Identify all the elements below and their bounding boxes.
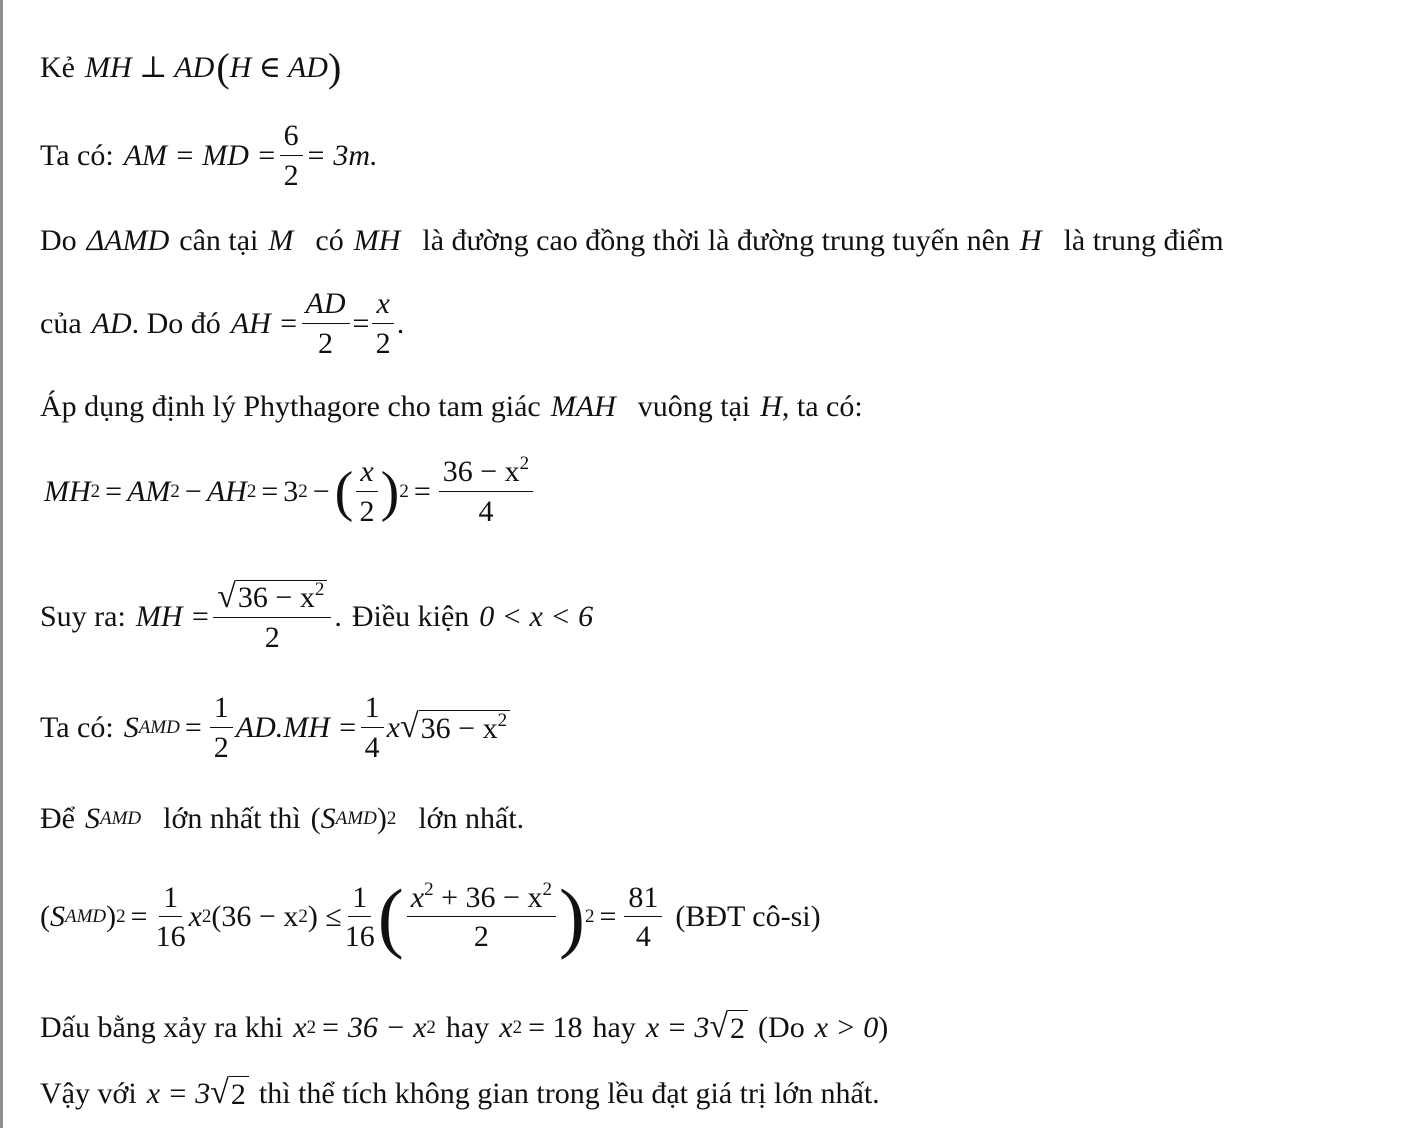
sqrt: √ 2 bbox=[210, 1076, 249, 1112]
fraction: $\frac{x^2 + 36 - x^2}{2}$ bbox=[407, 882, 556, 953]
math-expr: x bbox=[293, 1011, 307, 1044]
big-paren: ) bbox=[558, 873, 585, 960]
text: . bbox=[334, 599, 342, 633]
text: lớn nhất thì bbox=[163, 802, 301, 835]
text: của bbox=[40, 306, 82, 340]
equals: = bbox=[352, 306, 370, 340]
text: hay bbox=[445, 1011, 490, 1044]
math-expr: x bbox=[188, 900, 202, 933]
text: là trung điểm bbox=[1063, 224, 1224, 257]
big-paren: ( bbox=[377, 873, 404, 960]
equals: = bbox=[184, 710, 202, 744]
fraction: $\frac{1}{2}$ bbox=[210, 692, 233, 763]
fraction: $\frac{6}{2}$ bbox=[280, 120, 303, 191]
math-expr: S bbox=[84, 802, 100, 835]
math-expr: MAH bbox=[550, 390, 616, 423]
line-de-s-lon-nhat: Để S AMD lớn nhất thì ( S AMD ) 2 lớn nhất. bbox=[40, 802, 525, 835]
text: Ta có: bbox=[40, 138, 114, 172]
math-expr: AD bbox=[91, 306, 132, 340]
line-conclusion bbox=[40, 1076, 880, 1112]
text: Điều kiện bbox=[351, 599, 470, 633]
line-cosi: ( S AMD ) 2 = $\frac{1}{16}$ x 2 (36 − x 2 ) ≤ $\frac{1}{16}$ ( $\frac{x^2 + 36 - x^2}{2}$ ) 2 = $\frac{81}{4}$ (BĐT cô-si) bbox=[40, 873, 821, 960]
paren: ( bbox=[40, 900, 50, 933]
text: có bbox=[315, 224, 344, 257]
math-expr: x bbox=[499, 1011, 513, 1044]
math-expr: AH bbox=[206, 474, 247, 508]
math-expr: (36 − x bbox=[211, 900, 299, 933]
text: thì thể tích không gian trong lều đạt giá trị lớn nhất. bbox=[258, 1077, 880, 1110]
math-expr: x = 3 bbox=[146, 1077, 211, 1110]
math-expr: AD.MH = bbox=[235, 710, 358, 744]
line-ah bbox=[40, 288, 404, 359]
math-expr: AM = MD = bbox=[123, 138, 277, 172]
text: Do bbox=[40, 224, 77, 257]
math-expr: 0 < x < 6 bbox=[479, 599, 594, 633]
equals: = bbox=[261, 474, 279, 508]
text: Suy ra: bbox=[40, 599, 126, 633]
math-expr: H ∈ AD bbox=[229, 51, 328, 84]
fraction: $\frac{36 - x^2}{4}$ bbox=[439, 456, 533, 527]
paren: ) bbox=[327, 45, 342, 90]
math-expr: ΔAMD bbox=[86, 224, 170, 257]
text: (Do bbox=[758, 1011, 805, 1044]
text: là đường cao đồng thời là đường trung tuyến nên bbox=[422, 224, 1010, 257]
text: cân tại bbox=[179, 224, 259, 257]
equals: = bbox=[130, 900, 148, 933]
math-expr: x = 3 bbox=[645, 1011, 710, 1044]
sqrt: √ $36 - x^2$ bbox=[217, 580, 327, 614]
fraction: $\frac{x}{2}$ bbox=[356, 456, 377, 527]
paren: ( bbox=[216, 45, 230, 90]
math-expr: H bbox=[760, 390, 782, 423]
text: . Do đó bbox=[131, 306, 221, 340]
text: lớn nhất. bbox=[418, 802, 525, 835]
text: . bbox=[396, 306, 405, 340]
math-expr: M bbox=[268, 224, 294, 257]
equals: = bbox=[413, 474, 431, 508]
text: ) bbox=[878, 1011, 889, 1044]
equals: = bbox=[599, 900, 617, 933]
fraction: $\frac{1}{16}$ bbox=[344, 880, 375, 953]
math-expr: MH bbox=[44, 474, 91, 508]
paren: ( bbox=[310, 802, 321, 835]
line-area: Ta có: S AMD = $\frac{1}{2}$ AD.MH = $\frac{1}{4}$ x √ $36 - x^2$ bbox=[40, 692, 510, 763]
fraction: $\frac{81}{4}$ bbox=[624, 882, 662, 953]
math-expr: MH = bbox=[135, 599, 211, 633]
math-expr: S bbox=[123, 710, 139, 744]
text: Vậy với bbox=[40, 1077, 137, 1110]
fraction: $\frac{1}{4}$ bbox=[361, 692, 384, 763]
equals: = bbox=[105, 474, 123, 508]
math-expr: MH ⊥ AD bbox=[84, 51, 215, 84]
page-left-border bbox=[0, 0, 3, 1128]
math-expr: H bbox=[1019, 224, 1042, 257]
math-expr: x > 0 bbox=[814, 1011, 879, 1044]
text: Áp dụng định lý Phythagore cho tam giác bbox=[40, 390, 541, 423]
text: Ta có: bbox=[40, 710, 114, 744]
line-dau-bang: Dấu bằng xảy ra khi x 2 = 36 − x 2 hay x 2 = 18 hay x = 3 √ 2 (Do x > 0 ) bbox=[40, 1008, 889, 1045]
big-paren: ( bbox=[334, 460, 354, 523]
fraction: $\frac{x}{2}$ bbox=[372, 288, 393, 359]
math-expr: x bbox=[386, 710, 400, 744]
math-expr: = 18 bbox=[528, 1011, 583, 1044]
text: hay bbox=[592, 1011, 636, 1044]
minus: − bbox=[312, 474, 330, 508]
big-paren: ) bbox=[380, 460, 400, 523]
line-suy-ra bbox=[40, 580, 593, 654]
line-draw-perpendicular bbox=[40, 44, 341, 91]
text: Để bbox=[40, 802, 75, 835]
line-am-md bbox=[40, 120, 378, 191]
text: Kẻ bbox=[40, 50, 75, 84]
text: vuông tại bbox=[637, 390, 751, 423]
math-expr: = 3m. bbox=[305, 138, 378, 172]
text: (BĐT cô-si) bbox=[675, 900, 821, 933]
text: , ta có: bbox=[781, 390, 863, 423]
text: Dấu bằng xảy ra khi bbox=[40, 1011, 284, 1044]
math-expr: ) ≤ bbox=[307, 900, 342, 933]
fraction: √ $36 - x^2$ 2 bbox=[213, 580, 331, 654]
math-expr: AH = bbox=[230, 306, 299, 340]
math-expr: AM bbox=[127, 474, 171, 508]
fraction: $\frac{1}{16}$ bbox=[155, 880, 186, 953]
sqrt: √ $36 - x^2$ bbox=[400, 710, 510, 746]
math-expr: = 36 − x bbox=[320, 1011, 427, 1044]
number: 3 bbox=[283, 474, 299, 508]
fraction: $\frac{AD}{2}$ bbox=[302, 288, 350, 359]
line-mh-squared: MH 2 = AM 2 − AH 2 = 3 2 − ( $\frac{x}{2}$ ) 2 = $\frac{36 - x^2}{4}$ bbox=[44, 456, 536, 527]
line-pythagore bbox=[40, 390, 863, 424]
sqrt: √ 2 bbox=[709, 1010, 748, 1046]
math-expr: MH bbox=[353, 224, 401, 257]
minus: − bbox=[184, 474, 202, 508]
line-isosceles bbox=[40, 224, 1224, 258]
